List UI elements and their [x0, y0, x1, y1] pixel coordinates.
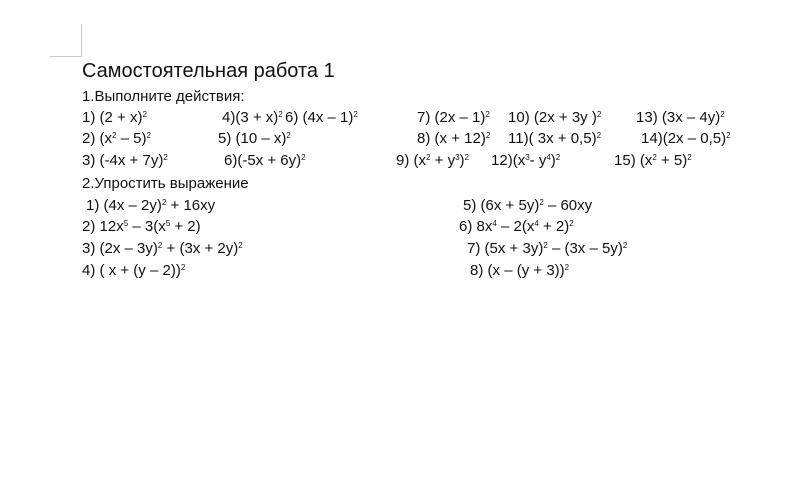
task-1-11: 11)( 3x + 0,5)$^2$ — [508, 130, 602, 147]
document-title: Самостоятельная работа 1 — [82, 60, 335, 82]
task-1-15: 15) $(x^2 + 5)^2$ — [614, 152, 692, 169]
section-1-heading: 1.Выполните действия: — [82, 88, 245, 105]
task-1-2: 2) $(x^2 - 5)^2$ — [82, 130, 151, 147]
task-2-2: 2) $12x^5 - 3(x^5 + 2)$ — [82, 218, 201, 235]
task-1-8: 8) $(x + 12)^2$ — [417, 130, 491, 147]
task-1-1: 1) $(2 + x)^2$ — [82, 109, 147, 126]
section-2-heading: 2.Упростить выражение — [82, 175, 249, 192]
task-1-6b: $6)(-5x + 6y)^2$ — [224, 152, 306, 169]
task-2-1: 1) (4x – 2y)$^2$ + 16xy — [86, 197, 216, 214]
task-1-6a: 6) (4x – 1)$^2$ — [285, 109, 358, 126]
task-1-5: 5) (10 – x)$^2$ — [218, 130, 291, 147]
task-1-12: $12)(x^3-$ $y^4)^2$ — [491, 152, 561, 169]
task-2-5: 5) $(6x + 5y)^2 - 60xy$ — [463, 197, 593, 214]
task-1-10: 10) (2x + 3y )$^2$ — [508, 109, 602, 126]
task-2-7: 7) $(5x + 3y)^2 - (3x - 5y)^2$ — [467, 240, 628, 257]
task-2-3: 3) $(2x - 3y)^2 + (3x + 2y)^2$ — [82, 240, 243, 257]
task-2-6: 6) $8x^4 - 2(x^4 + 2)^2$ — [459, 218, 574, 235]
task-2-8: 8) $(x - (y + 3))^2$ — [470, 262, 570, 279]
task-1-3: 3) $(-4x + 7y)^2$ — [82, 152, 168, 169]
task-1-4: $4)(3 + x)^2$ — [222, 109, 283, 126]
task-1-9: 9) $(x^2 + y^3)^2$ — [396, 152, 469, 169]
task-2-4: 4) ( x + (y – 2))$^2$ — [82, 262, 186, 279]
task-1-7: 7) (2x – 1)$^2$ — [417, 109, 490, 126]
task-1-13: 13) (3x – 4y)$^2$ — [636, 109, 725, 126]
task-1-14: 14)(2x – 0,5)$^2$ — [641, 130, 731, 147]
